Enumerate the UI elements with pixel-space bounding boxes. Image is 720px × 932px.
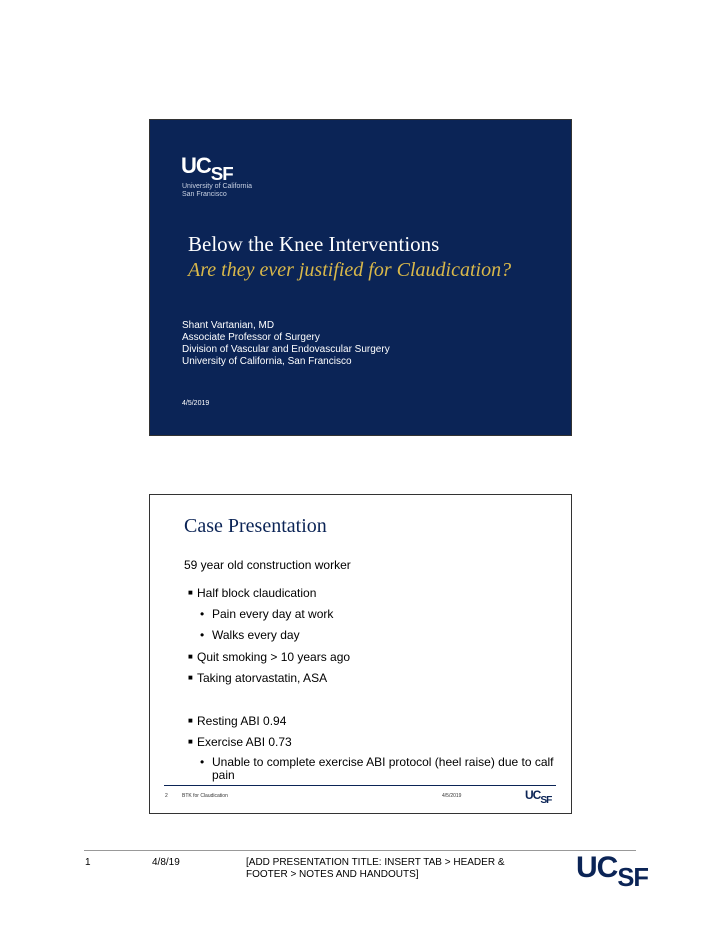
logo-letter: F <box>633 863 648 892</box>
logo-letter: C <box>596 851 618 884</box>
author-line: Associate Professor of Surgery <box>182 332 320 343</box>
bullet-text: Exercise ABI 0.73 <box>197 735 292 749</box>
square-bullet-icon: ■ <box>188 652 193 661</box>
logo-letter: F <box>222 162 233 184</box>
logo-letter: U <box>181 153 196 178</box>
logo-letter: F <box>546 794 552 806</box>
square-bullet-icon: ■ <box>188 716 193 725</box>
sub-bullet-item <box>200 607 333 621</box>
ucsf-logo <box>181 153 233 184</box>
intro-text: 59 year old construction worker <box>184 558 351 572</box>
bullet-item <box>188 586 316 600</box>
title-slide <box>149 119 572 436</box>
bullet-text: Resting ABI 0.94 <box>197 714 287 728</box>
footer-date: 4/5/2019 <box>442 793 462 799</box>
bullet-text: Taking atorvastatin, ASA <box>197 671 328 685</box>
author-line: Shant Vartanian, MD <box>182 320 275 331</box>
square-bullet-icon: ■ <box>188 737 193 746</box>
author-line: University of California, San Francisco <box>182 356 352 367</box>
dot-bullet-icon: • <box>200 607 205 621</box>
dot-bullet-icon: • <box>200 755 205 769</box>
logo-subtitle-line: San Francisco <box>182 191 227 198</box>
slide-subtitle: Are they ever justified for Claudication? <box>188 259 512 281</box>
content-slide <box>149 494 572 814</box>
logo-subtitle <box>182 183 252 199</box>
page-date: 4/8/19 <box>152 857 180 868</box>
bullet-item <box>188 735 292 749</box>
square-bullet-icon: ■ <box>188 588 193 597</box>
author-line: Division of Vascular and Endovascular Surgery <box>182 344 390 355</box>
bullet-text: Pain every day at work <box>212 607 334 621</box>
ucsf-logo <box>525 788 552 806</box>
page-footer-divider <box>84 850 636 851</box>
logo-letter: C <box>532 788 541 802</box>
logo-letter: S <box>210 162 223 184</box>
bullet-item <box>188 671 327 685</box>
slide-title: Below the Knee Interventions <box>188 232 440 256</box>
square-bullet-icon: ■ <box>188 673 193 682</box>
page-footer-text: [ADD PRESENTATION TITLE: INSERT TAB > HEADER & FOOTER > NOTES AND HANDOUTS] <box>246 857 505 880</box>
logo-letter: U <box>525 788 533 802</box>
logo-subtitle-line: University of California <box>182 183 253 190</box>
dot-bullet-icon: • <box>200 628 205 642</box>
logo-letter: C <box>195 153 211 178</box>
sub-bullet-item <box>200 628 300 642</box>
logo-letter: U <box>576 851 597 884</box>
bullet-text: Walks every day <box>212 628 300 642</box>
logo-letter: S <box>617 863 634 892</box>
sub-bullet-item <box>200 756 560 782</box>
bullet-item <box>188 714 286 728</box>
bullet-item <box>188 650 350 664</box>
ucsf-logo <box>576 851 648 892</box>
slide-title: Case Presentation <box>184 515 327 537</box>
footer-title: BTK for Claudication <box>182 793 228 799</box>
slide-date: 4/5/2019 <box>182 400 210 407</box>
author-block <box>182 320 390 368</box>
slide-number: 2 <box>165 793 168 799</box>
bullet-text: Half block claudication <box>197 586 317 600</box>
bullet-text: Quit smoking > 10 years ago <box>197 650 351 664</box>
page-number: 1 <box>85 857 91 868</box>
logo-letter: S <box>540 794 547 806</box>
bullet-text: Unable to complete exercise ABI protocol (heel raise) due to calf pain <box>212 755 554 782</box>
footer-divider <box>164 785 556 786</box>
